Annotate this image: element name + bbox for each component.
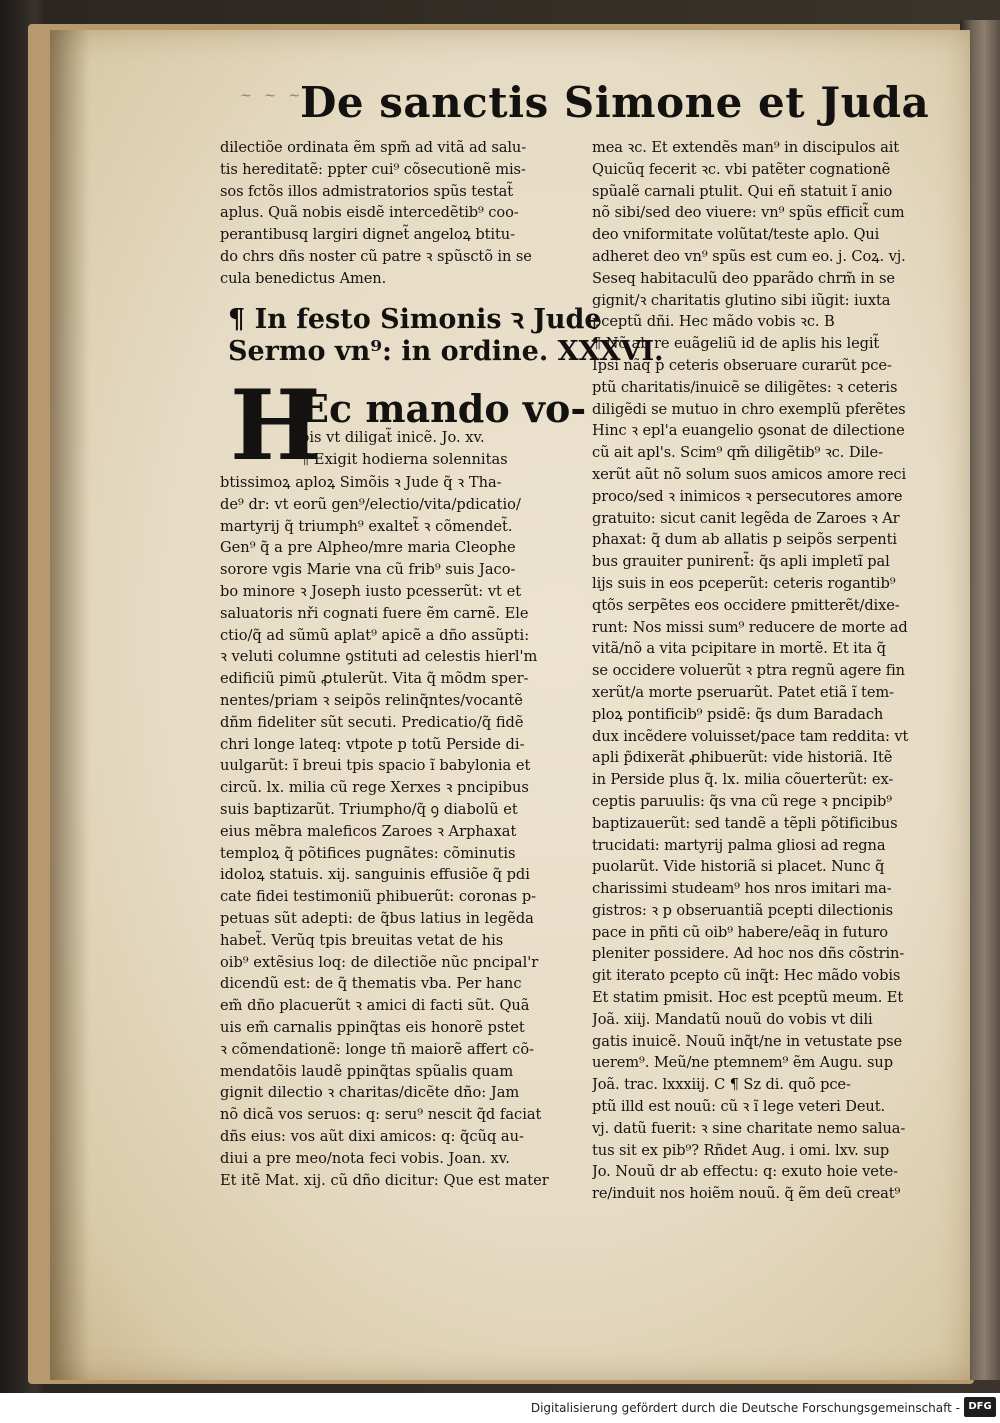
text-line: deo vniformitate volũtat/teste aplo. Qui xyxy=(592,226,880,244)
text-line: chri longe lateq: vtpote p totũ Perside di- xyxy=(220,735,525,753)
text-line: dilectiõe ordinata ẽm spm̃ ad vitã ad salu- xyxy=(220,139,527,156)
text-line: cate fidei testimoniũ phibuerũt: coronas p- xyxy=(220,888,537,906)
text-line: sos fctõs illos admistratorios spũs testat̃ xyxy=(220,182,514,200)
text-line: Joã. trac. lxxxiij. C ¶ Sz di. quõ pce- xyxy=(592,1076,851,1094)
text-line: btissimoꝝ aploꝝ Simõis ꝛ Jude q̃ ꝛ Tha- xyxy=(220,474,502,491)
text-line: gignit dilectio ꝛ charitas/dicẽte dño: Jam xyxy=(220,1084,520,1102)
text-line: dicendũ est: de q̃ thematis vba. Per hanc xyxy=(220,975,522,993)
text-line: runt: Nos missi sum⁹ reducere de morte ad xyxy=(592,618,908,636)
text-line: charissimi studeam⁹ hos nros imitari ma- xyxy=(592,880,892,898)
sermon-heading: ¶ In festo Simonis ꝛ Jude xyxy=(228,304,602,335)
text-line: vitã/nõ a vita pcipitare in mortẽ. Et ita q̃ xyxy=(592,640,886,658)
text-line: de⁹ dr: vt eorũ gen⁹/electio/vita/pdicatio/ xyxy=(220,495,521,513)
incipit-word: Ec mando vo- xyxy=(300,386,587,431)
text-line: suis baptizarũt. Triumpho/q̃ ꝯ diabolũ et xyxy=(220,800,518,818)
text-line: ꝛ veluti columne ꝯstituti ad celestis hierl'm xyxy=(220,648,538,666)
text-line: ptũ illd est nouũ: cũ ꝛ ĩ lege veteri Deut. xyxy=(592,1098,885,1116)
text-line: Ipsi nãq p ceteris obseruare curarũt pce- xyxy=(592,356,892,374)
left-column-main xyxy=(220,472,588,1191)
text-line: dux incẽdere voluisset/pace tam reddita: vt xyxy=(592,727,909,745)
text-line: trucidati: martyrij palma gliosi ad regna xyxy=(592,836,886,854)
text-line: circũ. lx. milia cũ rege Xerxes ꝛ pncipibus xyxy=(220,779,529,797)
text-line: temploꝝ q̃ põtifices pugnãtes: cõminutis xyxy=(220,844,516,862)
text-line: tus sit ex pib⁹? Rñdet Aug. i omi. lxv. sup xyxy=(592,1141,890,1159)
dfg-logo: DFG xyxy=(964,1397,996,1417)
text-line: ꝛ cõmendationẽ: longe tñ maiorẽ affert cõ- xyxy=(220,1040,535,1058)
text-line: pceptũ dñi. Hec mãdo vobis ꝛc. B xyxy=(592,313,835,331)
text-line: dñm fideliter sũt secuti. Predicatio/q̃ fidẽ xyxy=(220,713,524,731)
text-line: diui a pre meo/nota feci vobis. Joan. xv. xyxy=(220,1149,510,1167)
text-line: Jo. Nouũ dr ab effectu: q: exuto hoie vete- xyxy=(592,1163,898,1181)
text-line: pace in pñti cũ oib⁹ habere/eãq in futuro xyxy=(592,923,888,941)
text-line: spũalẽ carnali ptulit. Qui eñ statuit ĩ anio xyxy=(592,182,893,200)
text-line: nõ sibi/sed deo viuere: vn⁹ spũs efficit̃ cum xyxy=(592,204,905,222)
text-line: habet̃. Verũq tpis breuitas vetat de his xyxy=(220,931,504,949)
text-line: ptũ charitatis/inuicẽ se diligẽtes: ꝛ ceteris xyxy=(592,378,898,396)
text-line: mendatõis laudẽ ppinq̃tas spũalis quam xyxy=(220,1062,514,1080)
text-line: ¶ Nõ ab re euãgeliũ id de aplis his legit̃ xyxy=(592,335,880,353)
text-line: uerem⁹. Meũ/ne ptemnem⁹ ẽm Augu. sup xyxy=(592,1054,893,1072)
text-line: eius mẽbra maleficos Zaroes ꝛ Arphaxat xyxy=(220,822,517,840)
text-line: xerũt/a morte pseruarũt. Patet etiã ĩ tem- xyxy=(592,683,894,701)
text-line: vj. datũ fuerit: ꝛ sine charitate nemo salua- xyxy=(592,1119,906,1137)
text-line: gratuito: sicut canit legẽda de Zaroes ꝛ Ar xyxy=(592,509,900,527)
text-line: saluatoris nři cognati fuere ẽm carnẽ. Ele xyxy=(220,604,529,622)
text-line: bis vt diligat̃ inicẽ. Jo. xv. xyxy=(300,429,485,446)
text-line: do chrs dñs noster cũ patre ꝛ spũsctõ in se xyxy=(220,247,532,265)
text-line: edificiũ pimũ ꝓtulerũt. Vita q̃ mõdm sper- xyxy=(220,670,529,688)
text-line: sorore vgis Marie vna cũ frib⁹ suis Jaco- xyxy=(220,561,516,579)
text-line: cũ ait apl's. Scim⁹ qm̃ diligẽtib⁹ ꝛc. Dile- xyxy=(592,444,883,462)
left-column-top xyxy=(220,137,588,290)
text-line: ploꝝ pontificib⁹ psidẽ: q̃s dum Baradach xyxy=(592,705,884,723)
text-line: xerũt aũt nõ solum suos amicos amore reci xyxy=(592,465,907,483)
margin-mark: ~ ~ ~ xyxy=(240,88,305,104)
text-line: uulgarũt: ĩ breui tpis spacio ĩ babylonia et xyxy=(220,757,531,775)
text-line: uis em̃ carnalis ppinq̃tas eis honorẽ pstet xyxy=(220,1018,525,1036)
text-line: dñs eius: vos aũt dixi amicos: q: q̃cũq au- xyxy=(220,1127,524,1145)
text-line: puolarũt. Vide historiã si placet. Nunc q̃ xyxy=(592,858,885,876)
sermon-subheading: Sermo vn⁹: in ordine. XXXVI. xyxy=(228,336,664,367)
funding-note: Digitalisierung gefördert durch die Deutsche Forschungsgemeinschaft - xyxy=(530,1401,960,1415)
right-column xyxy=(592,137,954,1205)
text-line: perantibusq largiri dignet̃ angeloꝝ btitu- xyxy=(220,226,515,244)
text-line: ctio/q̃ ad sũmũ aplat⁹ apicẽ a dño assũpti: xyxy=(220,626,530,644)
text-line: phaxat: q̃ dum ab allatis p seipõs serpenti xyxy=(592,531,897,549)
text-line: gatis inuicẽ. Nouũ inq̃t/ne in vetustate pse xyxy=(592,1032,902,1050)
text-line: lijs suis in eos pceperũt: ceteris rogantib⁹ xyxy=(592,574,896,592)
text-line: bo minore ꝛ Joseph iusto pcesserũt: vt et xyxy=(220,582,522,600)
text-line: diligẽdi se mutuo in chro exemplũ pferẽtes xyxy=(592,400,906,418)
text-line: Et itẽ Mat. xij. cũ dño dicitur: Que est mater xyxy=(220,1171,549,1189)
decorated-initial: H xyxy=(230,369,321,482)
text-line: cula benedictus Amen. xyxy=(220,269,387,287)
text-line: gistros: ꝛ p obseruantiã pcepti dilectionis xyxy=(592,901,894,919)
text-line: apli p̃dixerãt ꝓhibuerũt: vide historiã. Itẽ xyxy=(592,749,893,767)
text-line: nentes/priam ꝛ seipõs relinq̃ntes/vocantẽ xyxy=(220,691,523,709)
text-line: baptizauerũt: sed tandẽ a tẽpli põtificibus xyxy=(592,814,898,832)
text-line: Gen⁹ q̃ a pre Alpheo/mre maria Cleophe xyxy=(220,539,516,557)
text-line: tis hereditatẽ: ppter cui⁹ cõsecutionẽ mis- xyxy=(220,160,526,178)
text-line: oib⁹ extẽsius loq: de dilectiõe nũc pncipal'r xyxy=(220,953,539,971)
text-line: mea ꝛc. Et extendẽs man⁹ in discipulos ait xyxy=(592,139,900,156)
text-line: aplus. Quã nobis eisdẽ intercedẽtib⁹ coo- xyxy=(220,204,519,222)
text-line: adheret deo vn⁹ spũs est cum eo. j. Coꝝ. vj. xyxy=(592,247,906,265)
text-line: petuas sũt adepti: de q̃bus latius in legẽda xyxy=(220,909,534,927)
text-line: bus grauiter punirent̃: q̃s apli impletĩ pal xyxy=(592,553,890,571)
text-line: martyrij q̃ triumph⁹ exaltet̃ ꝛ cõmendet̃. xyxy=(220,517,513,535)
text-line: re/induit nos hoiẽm nouũ. q̃ ẽm deũ creat⁹ xyxy=(592,1185,901,1203)
text-line: pleniter possidere. Ad hoc nos dñs cõstrin- xyxy=(592,945,905,963)
text-line: proco/sed ꝛ inimicos ꝛ persecutores amore xyxy=(592,487,903,505)
text-line: Hinc ꝛ epl'a euangelio ꝯsonat de dilectione xyxy=(592,422,905,440)
text-line: em̃ dño placuerũt ꝛ amici di facti sũt. Quã xyxy=(220,997,530,1015)
text-line: Et statim pmisit. Hoc est pceptũ meum. Et xyxy=(592,989,904,1007)
text-line: Quicũq fecerit ꝛc. vbi patẽter cognationẽ xyxy=(592,160,891,178)
text-line: git iterato pcepto cũ inq̃t: Hec mãdo vobis xyxy=(592,967,901,985)
text-line: ceptis paruulis: q̃s vna cũ rege ꝛ pncipib⁹ xyxy=(592,792,893,810)
text-line: gignit/ꝛ charitatis glutino sibi iũgit: iuxta xyxy=(592,291,891,309)
text-line: in Perside plus q̃. lx. milia cõuerterũt: ex- xyxy=(592,771,894,789)
text-line: Seseq habitaculũ deo pparãdo chrm̃ in se xyxy=(592,269,895,287)
page-gutter-shadow xyxy=(50,30,90,1380)
text-line: qtõs serpẽtes eos occidere pmitterẽt/dixe- xyxy=(592,596,900,614)
text-line: ¶ Exigit hodierna solennitas xyxy=(300,450,508,468)
text-line: se occidere voluerũt ꝛ ptra regnũ agere fin xyxy=(592,662,905,680)
text-line: Joã. xiij. Mandatũ nouũ do vobis vt dili xyxy=(592,1010,873,1028)
running-head: De sanctis Simone et Juda xyxy=(300,78,930,127)
text-line: idoloꝝ statuis. xij. sanguinis effusiõe q̃ pdi xyxy=(220,866,530,884)
text-line: nõ dicã vos seruos: q: seru⁹ nescit q̃d faciat xyxy=(220,1106,542,1124)
left-column-indented xyxy=(300,427,588,471)
footer-bar xyxy=(0,1393,1000,1423)
